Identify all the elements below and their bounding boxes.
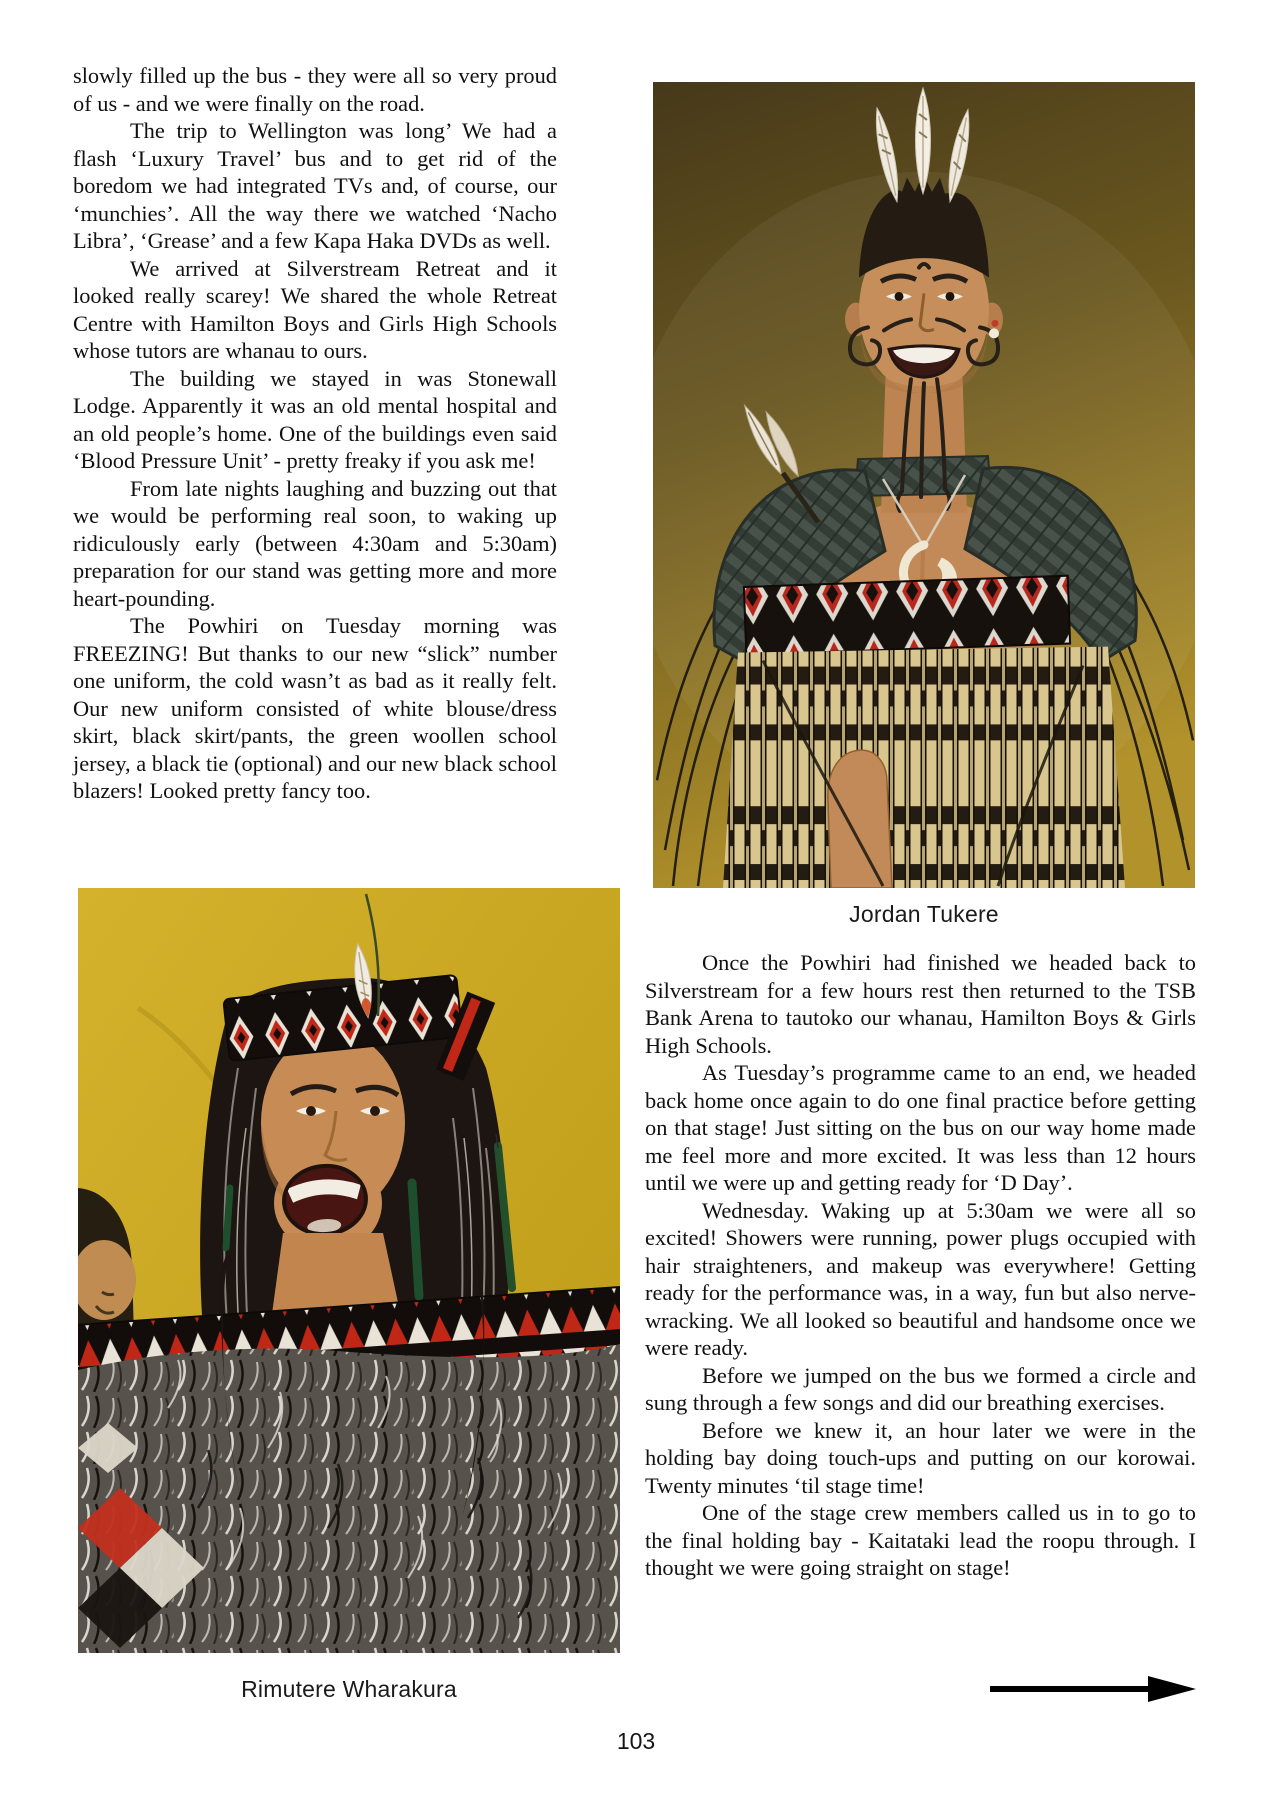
photo-rimutere-wharakura xyxy=(78,888,620,1653)
paragraph: From late nights laughing and buzzing out that we would be performing real soon, to waking up ridiculously early (between 4:30am and 5:30am) preparation for our stand was getting more and more heart-pounding. xyxy=(73,475,557,611)
next-page-arrow-icon xyxy=(990,1676,1197,1702)
paragraph: The building we stayed in was Stonewall Lodge. Apparently it was an old mental hospital and an old people’s home. One of the buildings even said ‘Blood Pressure Unit’ - pretty freaky if you ask me! xyxy=(73,365,557,473)
paragraph: One of the stage crew members called us in to go to the final holding bay - Kaitataki lead the roopu through. I thought we were going straight on stage! xyxy=(645,1500,1196,1580)
photo-jordan-tukere xyxy=(653,82,1195,888)
paragraph: We arrived at Silverstream Retreat and it looked really scarey! We shared the whole Retreat Centre with Hamilton Boys and Girls High Schools whose tutors are whanau to ours. xyxy=(73,255,557,363)
paragraph: Before we jumped on the bus we formed a circle and sung through a few songs and did our breathing exercises. xyxy=(645,1362,1196,1415)
page-number: 103 xyxy=(616,1728,656,1754)
paragraph: The trip to Wellington was long’ We had a flash ‘Luxury Travel’ bus and to get rid of the boredom we had integrated TVs and, of course, our ‘munchies’. All the way there we watched ‘Nacho Libra’, ‘Grease’ and a few Kapa Haka DVDs as well. xyxy=(73,118,557,253)
hand xyxy=(828,750,892,888)
article-right-column xyxy=(645,949,1196,1582)
paragraph: As Tuesday’s programme came to an end, we headed back home once again to do one final practice before getting on that stage! Just sitting on the bus on our way home made me feel more and more excited. It was less than 12 hours until we were up and getting ready for ‘D Day’. xyxy=(645,1060,1196,1195)
paragraph: Before we knew it, an hour later we were in the holding bay doing touch-ups and putting on our korowai. Twenty minutes ‘til stage time! xyxy=(645,1417,1196,1498)
piupiu-skirt xyxy=(723,647,1125,888)
paragraph: slowly filled up the bus - they were all so very proud of us - and we were finally on the road. xyxy=(73,63,557,116)
kapa-haka-singer-illustration xyxy=(78,888,620,1653)
kapa-haka-performer-illustration xyxy=(653,82,1195,888)
photo-caption-jordan-tukere: Jordan Tukere xyxy=(849,901,999,927)
paragraph: The Powhiri on Tuesday morning was FREEZING! But thanks to our new “slick” number one uniform, the cold wasn’t as bad as it really felt. Our new uniform consisted of white blouse/dress skirt, black skirt/pants, the green woollen school jersey, a black tie (optional) and our new black school blazers! Looked pretty fancy too. xyxy=(73,613,557,803)
photo-caption-rimutere-wharakura: Rimutere Wharakura xyxy=(241,1676,457,1702)
article-left-column xyxy=(73,62,557,805)
paragraph: Wednesday. Waking up at 5:30am we were all so excited! Showers were running, power plugs occupied with hair straighteners, and makeup was everywhere! Getting ready for the performance was, in a way, fun but also nerve-wracking. We all looked so beautiful and handsome once we were ready. xyxy=(645,1197,1196,1360)
taniko-belt xyxy=(744,576,1070,655)
paragraph: Once the Powhiri had finished we headed back to Silverstream for a few hours rest then returned to the TSB Bank Arena to tautoko our whanau, Hamilton Boys & Girls High Schools. xyxy=(645,950,1196,1058)
